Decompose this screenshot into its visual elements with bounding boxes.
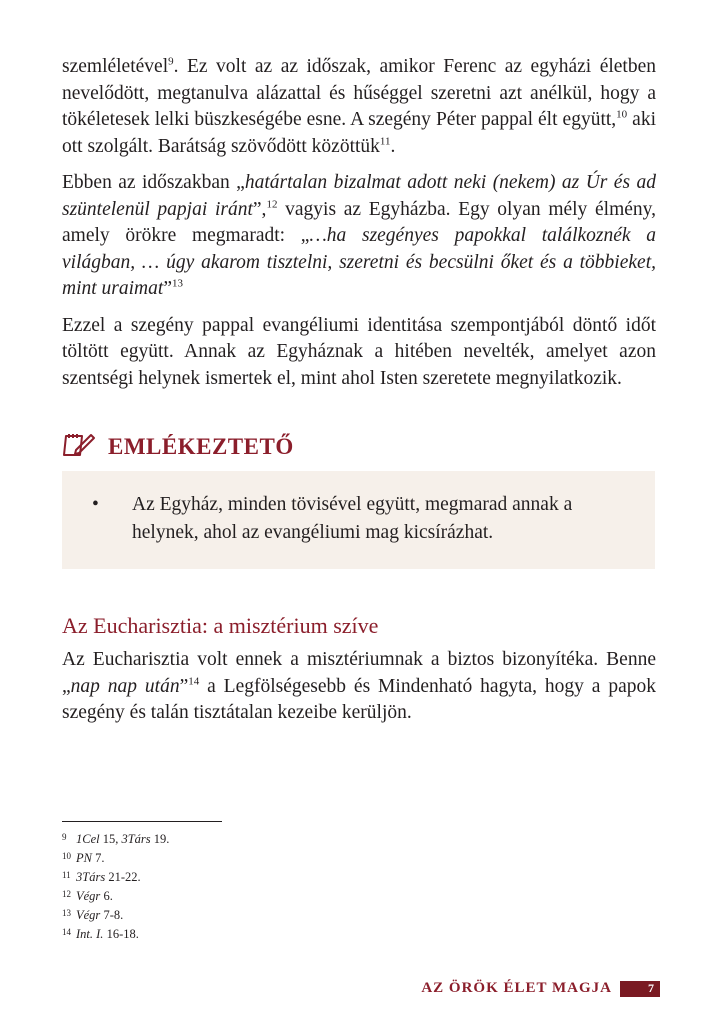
footnote-number: 9	[62, 832, 67, 842]
footnote-text	[76, 849, 104, 868]
footnote-number: 11	[62, 870, 71, 880]
footnote-number: 14	[62, 927, 71, 937]
footnote-text	[76, 887, 113, 906]
footnote-text	[76, 925, 139, 944]
footnote-part: 19.	[150, 832, 170, 846]
footnote-list	[62, 830, 362, 944]
footnote-number: 12	[62, 889, 71, 899]
p1-text-a: szemléletével	[62, 56, 169, 77]
footnote-item	[62, 830, 362, 849]
notepad-pencil-icon	[62, 430, 96, 463]
footnote-text	[76, 830, 169, 849]
p2-quote-2: …ha szegényes papokkal találkoznék a világban, … úgy akarom tisztelni, szeretni és becsülni őket és a többieket, mint uraimat	[62, 225, 657, 299]
footnote-ref-12: 12	[266, 198, 278, 210]
p2-text-c: vagyis az Egyházba. Egy olyan mély élmény, amely örökre megmaradt: „	[62, 198, 657, 246]
footnote-part: 3Társ	[121, 832, 151, 846]
footnote-text	[76, 868, 141, 887]
footnote-number: 13	[62, 908, 71, 918]
footnote-ref-13: 13	[171, 277, 183, 290]
p2-text-d: ”	[163, 278, 172, 299]
footnote-part: 21-22.	[105, 870, 141, 884]
footnotes	[62, 821, 362, 944]
section-text-c: a Legfölségesebb és Mindenható hagyta, hogy a papok szegény és talán tisztátalan kezeibe kerüljön.	[62, 675, 656, 723]
footnote-part: 15,	[99, 832, 122, 846]
reminder-item-text: Az Egyház, minden tövisével együtt, megmarad annak a helynek, ahol az evangéliumi mag kicsírázhat.	[132, 494, 573, 543]
p2-text-a: Ebben az időszakban „	[62, 172, 245, 193]
footnote-ref-11: 11	[379, 135, 391, 147]
p2-quote-1: határtalan bizalmat adott neki (nekem) az Úr és ad szüntelenül papjai iránt	[62, 172, 656, 220]
page-footer	[421, 980, 660, 997]
footnote-part: Végr	[76, 908, 101, 922]
p1-text-c: aki ott szolgált. Barátság szövődött közöttük	[62, 109, 656, 157]
footnote-ref-10: 10	[616, 108, 628, 121]
paragraph-1	[62, 54, 656, 160]
reminder-box	[62, 471, 655, 569]
footnote-part: 1Cel	[76, 832, 100, 846]
footnote-item	[62, 906, 362, 925]
footnote-part: 7.	[91, 851, 105, 865]
p1-text-b: . Ez volt az az időszak, amikor Ferenc az egyházi életben nevelődött, megtanulva alázattal és hűséggel szeretni azt anélkül, hogy a tökéletesek lelki büszkeségébe esne. A szegény Péter pappal élt együtt,	[62, 56, 656, 130]
section-title: Az Eucharisztia: a misztérium szíve	[62, 613, 379, 638]
section-text-a: Az Eucharisztia volt ennek a misztériumnak a biztos bizonyítéka. Benne „	[62, 649, 656, 697]
footnote-ref-14: 14	[188, 675, 200, 687]
footnote-part: 16-18.	[103, 927, 139, 941]
footnote-part: 7-8.	[100, 908, 124, 922]
reminder-heading	[62, 430, 656, 463]
footnote-item	[62, 887, 362, 906]
footnote-part: Int. I.	[76, 927, 104, 941]
page-body	[62, 54, 656, 737]
reminder-item	[84, 491, 633, 547]
footnote-number: 10	[62, 851, 71, 861]
footnote-item	[62, 868, 362, 887]
paragraph-3: Ezzel a szegény pappal evangéliumi identitása szempontjából döntő időt töltött együtt. Annak az Egyháznak a hitében nevelték, amelyet azon szentségi helynek ismertek el, mint ahol Isten szeretete megnyilatkozik.	[62, 314, 656, 389]
bullet-icon: •	[92, 494, 99, 515]
footnote-item	[62, 849, 362, 868]
footnote-part: 6.	[100, 889, 113, 903]
paragraph-2	[62, 170, 656, 303]
footnote-text	[76, 906, 123, 925]
section-quote: nap nap után	[70, 675, 180, 697]
footnote-part: Végr	[76, 889, 101, 903]
p2-text-b: ”,	[252, 198, 267, 220]
page-number: 7	[620, 981, 660, 997]
footnote-part: PN	[76, 851, 92, 865]
section-text-b: ”	[179, 675, 189, 697]
footnote-divider	[62, 821, 222, 822]
footnote-item	[62, 925, 362, 944]
book-title: AZ ÖRÖK ÉLET MAGJA	[421, 980, 612, 996]
section-paragraph	[62, 647, 656, 727]
reminder-title: EMLÉKEZTETŐ	[108, 433, 294, 459]
p1-text-d: .	[390, 135, 396, 157]
footnote-part: 3Társ	[76, 870, 106, 884]
footnote-ref-9: 9	[168, 55, 174, 68]
